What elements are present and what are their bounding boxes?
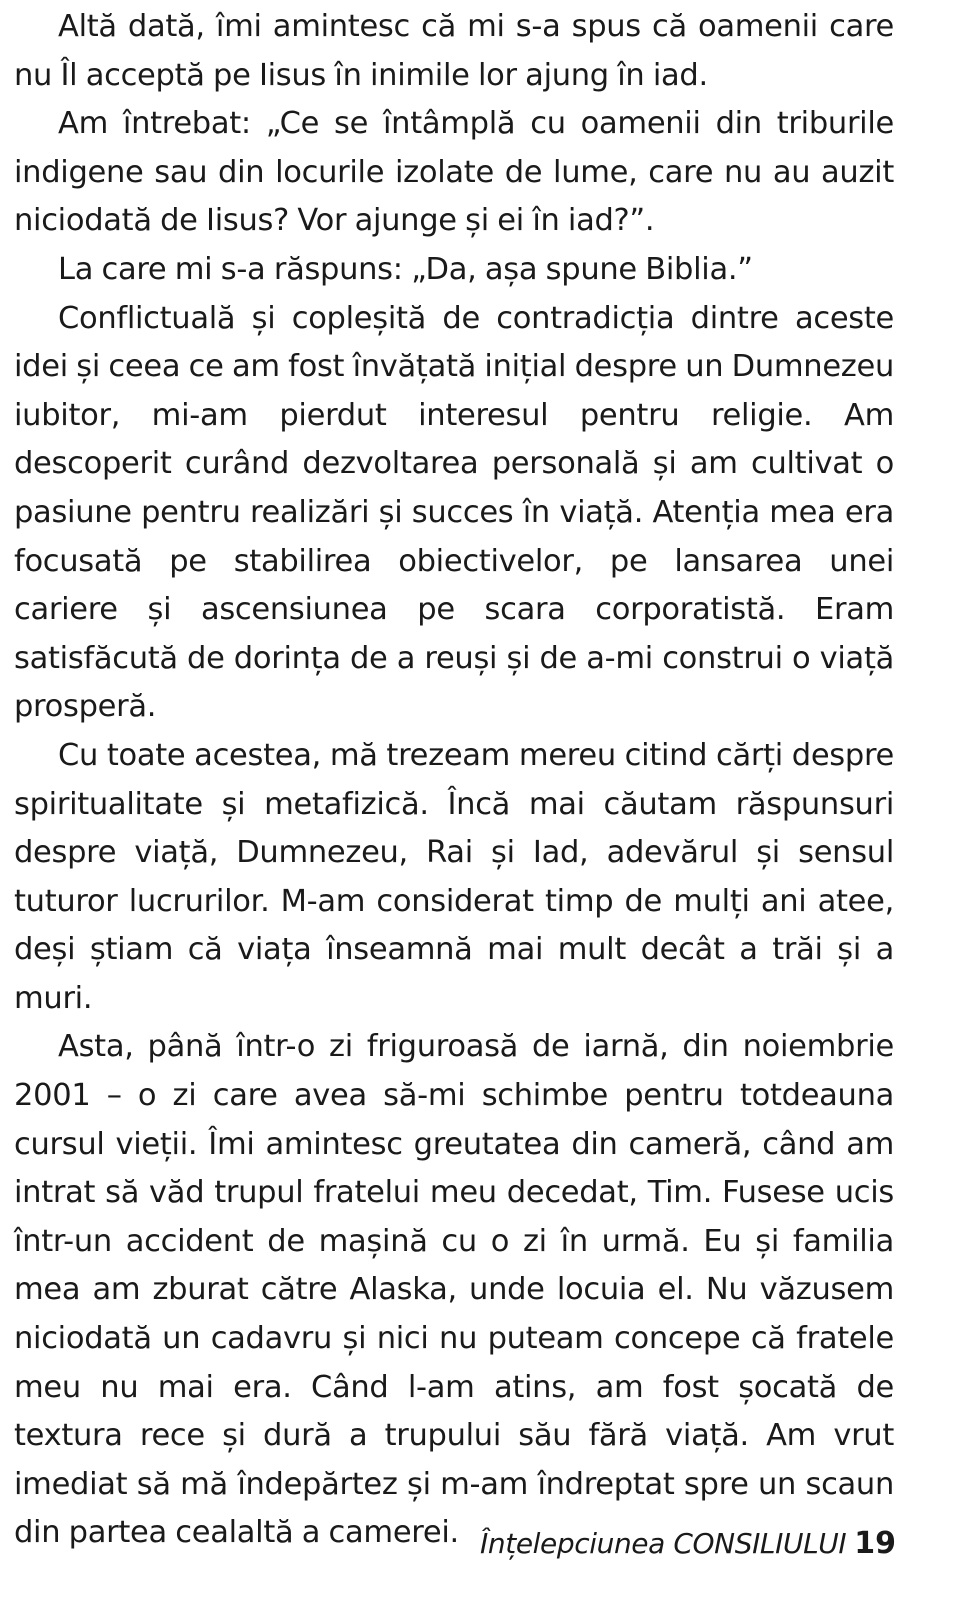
page-body	[14, 3, 894, 1558]
paragraph: Cu toate acestea, mă trezeam mereu citind cărți despre spiritualitate și metafizică. Încă mai căutam răspunsuri despre viață, Dumnezeu, Rai și Iad, adevărul și sensul tuturor lucrurilor. M-am considerat timp de mulți ani atee, deși știam că viața înseamnă mai mult decât a trăi și a muri.	[14, 737, 894, 1016]
paragraph: Asta, până într-o zi friguroasă de iarnă, din noiembrie 2001 – o zi care avea să-mi schimbe pentru totdeauna cursul vieții. Îmi amintesc greutatea din cameră, când am intrat să văd trupul fratelui meu decedat, Tim. Fusese ucis într-un accident de mașină cu o zi în urmă. Eu și familia mea am zburat către Alaska, unde locuia el. Nu văzusem niciodată un cadavru și nici nu puteam concepe că fratele meu nu mai era. Când l-am atins, am fost șocată de textura rece și dură a trupului său fără viață. Am vrut imediat să mă îndepărtez și m-am îndreptat spre un scaun din partea cealaltă a camerei.	[14, 1029, 894, 1551]
page-footer	[480, 1526, 896, 1562]
paragraph: Altă dată, îmi amintesc că mi s-a spus că oamenii care nu Îl acceptă pe Iisus în inimile lor ajung în iad.	[14, 9, 894, 93]
running-footer-title: Înțelepciunea CONSILIULUI	[480, 1527, 847, 1560]
paragraph: Am întrebat: „Ce se întâmplă cu oamenii din triburile indigene sau din locurile izolate de lume, care nu au auzit niciodată de Iisus? Vor ajunge și ei în iad?”.	[14, 106, 894, 239]
paragraph: La care mi s-a răspuns: „Da, așa spune Biblia.”	[58, 251, 753, 287]
paragraph: Conflictuală și copleșită de contradicția dintre aceste idei și ceea ce am fost învățată inițial despre un Dumnezeu iubitor, mi-am pierdut interesul pentru religie. Am descoperit curând dezvoltarea personală și am cultivat o pasiune pentru realizări și succes în viață. Atenția mea era focusată pe stabilirea obiectivelor, pe lansarea unei cariere și ascensiunea pe scara corporatistă. Eram satisfăcută de dorința de a reuși și de a-mi construi o viață prosperă.	[14, 300, 894, 725]
page-number: 19	[854, 1526, 896, 1561]
